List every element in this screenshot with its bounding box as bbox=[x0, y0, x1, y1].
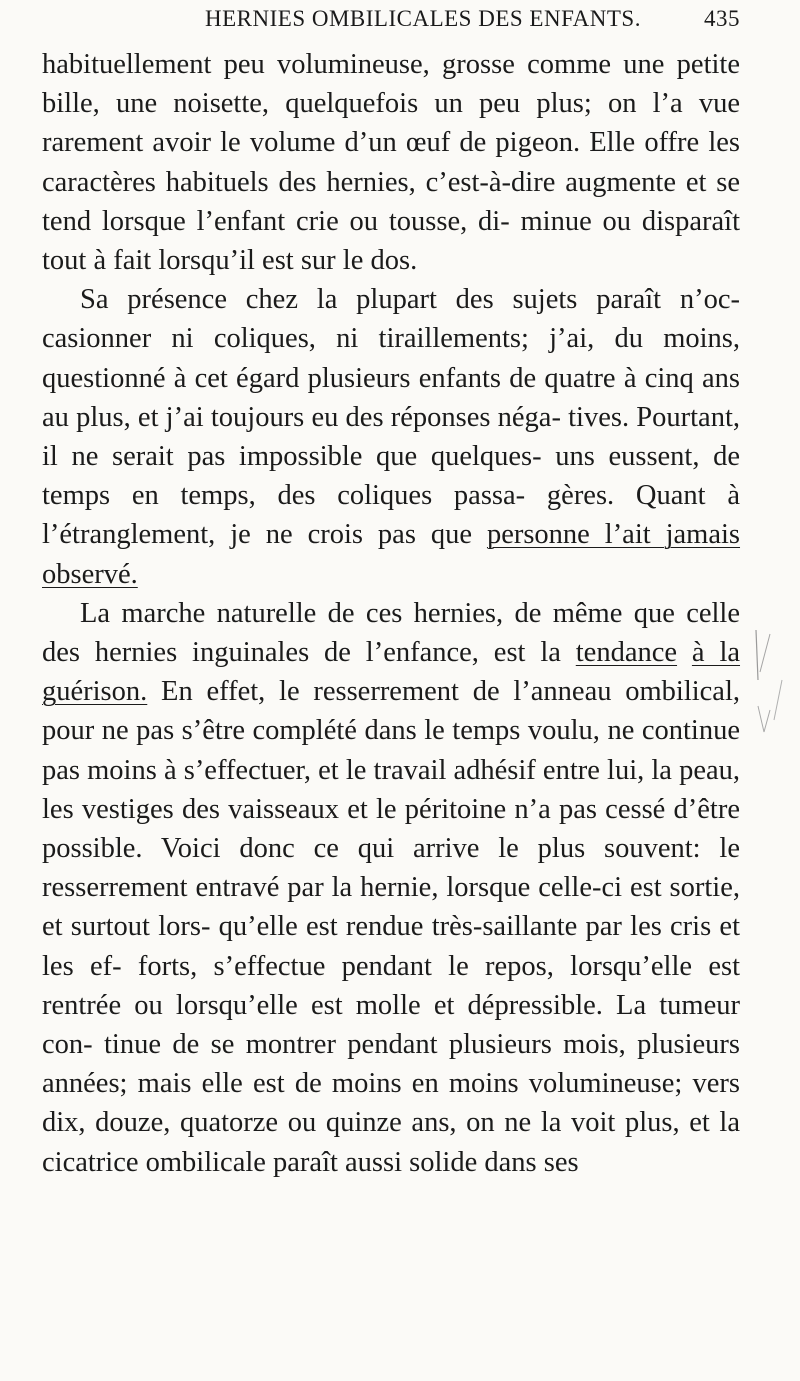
text-segment: En effet, le resserrement de l’anneau ombilical, pour ne pas s’être complété dans le temps voulu, ne continue pas moins à s’effectuer, et le travail adhésif entre lui, la peau, les vestiges des vaisseaux et le péritoine n’a pas cessé d’être possible. Voici donc ce qui arrive le plus souvent: le resserrement entravé par la hernie, lorsque celle-ci est sortie, et surtout lors- qu’elle est rendue très-saillante par les cris et les ef- forts, s’effectue pendant le repos, lorsqu’elle est rentrée ou lorsqu’elle est molle et dépressible. La tumeur con- tinue de se montrer pendant plusieurs mois, plusieurs années; mais elle est de moins en moins volumineuse; vers dix, douze, quatorze ou quinze ans, on ne la voit plus, et la cicatrice ombilicale paraît aussi solide dans ses bbox=[42, 676, 740, 1178]
text-segment: habituellement peu volumineuse, grosse comme une petite bille, une noisette, quelquefois un peu plus; on l’a vue rarement avoir le volume d’un œuf de pigeon. Elle offre les caractères habituels des hernies, c’est-à-dire augmente et se tend lorsque l’enfant crie ou tousse, di- minue ou disparaît tout à fait lorsqu’il est sur le dos. bbox=[42, 49, 740, 277]
underlined-phrase: personne l’ait jamais observé. bbox=[42, 519, 741, 590]
body-text bbox=[42, 45, 740, 1182]
running-head bbox=[205, 6, 740, 46]
margin-pencil-mark bbox=[752, 620, 792, 760]
text-segment bbox=[677, 637, 692, 668]
paragraph-3 bbox=[42, 594, 740, 1182]
running-title: HERNIES OMBILICALES DES ENFANTS. bbox=[205, 6, 641, 31]
text-segment: La marche naturelle de ces hernies, de même que celle des hernies inguinales de l’enfance, est la bbox=[42, 597, 740, 669]
page-number: 435 bbox=[704, 6, 740, 31]
paragraph-1 bbox=[42, 45, 740, 280]
underlined-word: tendance bbox=[575, 637, 678, 669]
underlined-phrase: à la guérison. bbox=[42, 637, 741, 708]
paragraph-2 bbox=[42, 280, 740, 594]
text-segment: Sa présence chez la plupart des sujets paraît n’oc- casionner ni coliques, ni tiraillements; j’ai, du moins, questionné à cet égard plusieurs enfants de quatre à cinq ans au plus, et j’ai toujours eu des réponses néga- tives. Pourtant, il ne serait pas impossible que quelques- uns eussent, de temps en temps, des coliques passa- gères. Quant à l’étranglement, je ne crois pas que bbox=[42, 284, 740, 551]
